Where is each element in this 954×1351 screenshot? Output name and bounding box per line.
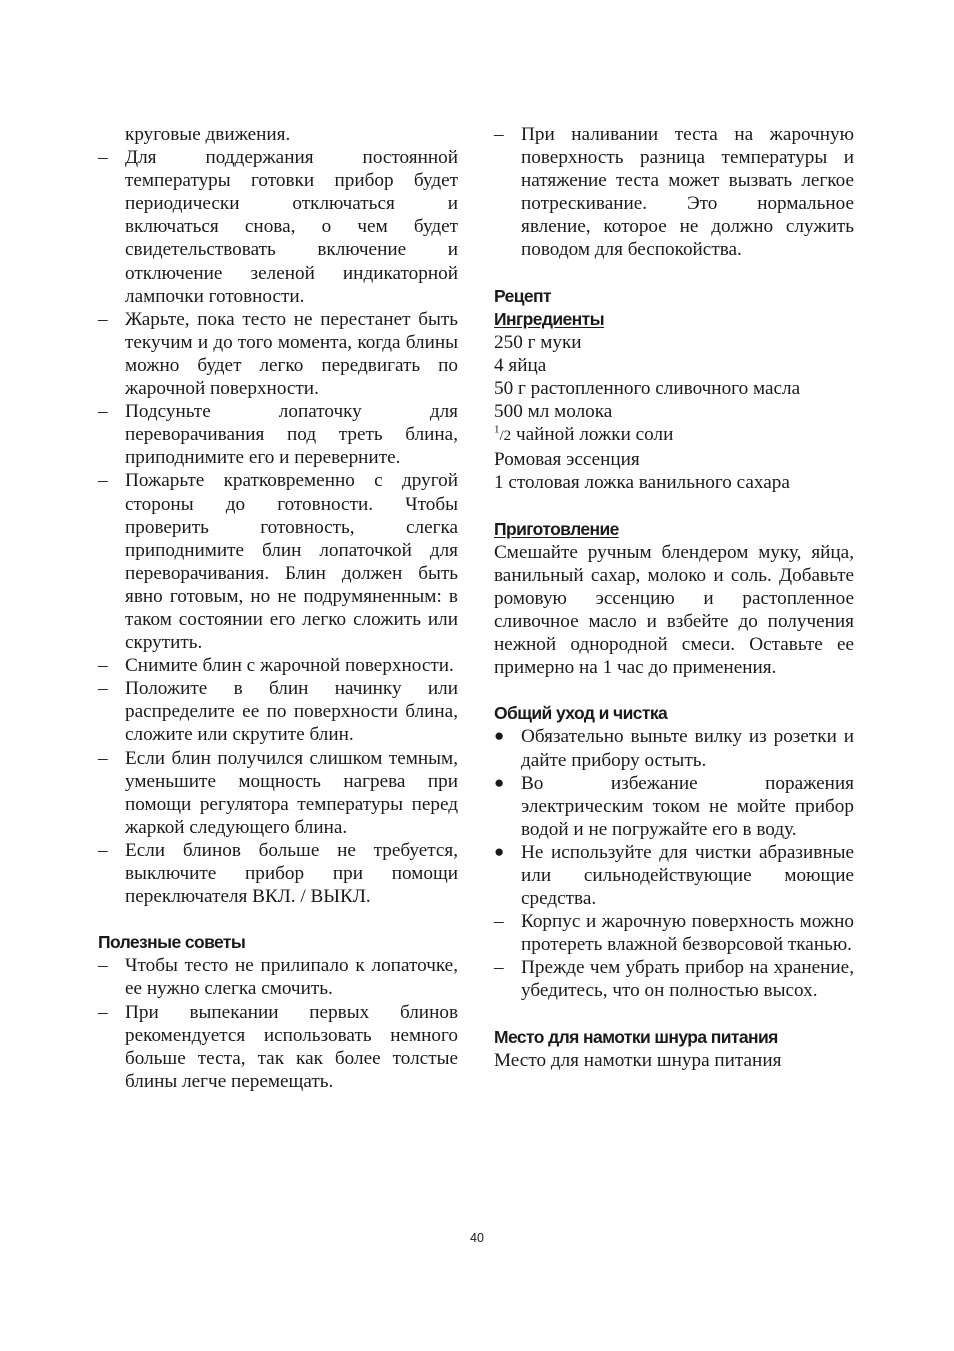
- left-column: [98, 123, 458, 1093]
- right-column: [494, 123, 854, 1072]
- tips-heading: Полезные советы: [98, 932, 246, 953]
- dash-bullet: [98, 677, 122, 700]
- care-bullet-item: ● Обязательно выньте вилку из розетки и дайте прибору остыть.: [494, 725, 854, 771]
- ingredient-line: 4 яйца: [494, 354, 547, 376]
- dash-bullet: [98, 146, 122, 169]
- dash-bullet: [98, 308, 122, 331]
- bullet-dot-icon: [494, 725, 518, 748]
- ingredient-line: 1 столовая ложка ванильного сахара: [494, 472, 790, 494]
- ingredient-line: 250 г муки: [494, 331, 582, 353]
- ingredient-line-salt: $^1$/2 чайной ложки соли: [494, 423, 674, 446]
- bullet-dot-icon: [494, 841, 518, 864]
- dash-bullet: [494, 956, 518, 979]
- care-heading: Общий уход и чистка: [494, 703, 668, 724]
- tip-item: – При выпекании первых блинов рекомендуется использовать немного больше теста, так как более толстые блины легче перемещать.: [98, 1001, 458, 1093]
- step-item: – Пожарьте кратковременно с другой стороны до готовности. Чтобы проверить готовность, слегка приподнимите блин лопаточкой для переворачивания. Блин должен быть явно готовым, но не подрумяненным: в таком состоянии его легко сложить или скрутить.: [98, 469, 458, 654]
- dash-bullet: [98, 954, 122, 977]
- page-number: 40: [470, 1231, 484, 1245]
- care-bullet-item: ● Во избежание поражения электрическим током не мойте прибор водой и не погружайте его в воду.: [494, 772, 854, 841]
- note-item: – При наливании теста на жарочную поверхность разница температуры и натяжение теста может вызвать легкое потрескивание. Это нормальное явление, которое не должно служить поводом для беспокойства.: [494, 123, 854, 262]
- cord-text: Место для намотки шнура питания: [494, 1049, 782, 1071]
- step-item: – Для поддержания постоянной температуры готовки прибор будет периодически отключаться и включаться снова, о чем будет свидетельствовать включение и отключение зеленой индикаторной лампочки готовности.: [98, 146, 458, 308]
- cord-heading: Место для намотки шнура питания: [494, 1026, 778, 1047]
- dash-bullet: [98, 469, 122, 492]
- dash-bullet: [98, 839, 122, 862]
- step-item: – Если блин получился слишком темным, уменьшите мощность нагрева при помощи регулятора температуры перед жаркой следующего блина.: [98, 747, 458, 839]
- recipe-heading: Рецепт: [494, 285, 552, 306]
- step-item: – Подсуньте лопаточку для переворачивания под треть блина, приподнимите его и переверните.: [98, 400, 458, 469]
- step-item: – Если блинов больше не требуется, выключите прибор при помощи переключателя ВКЛ. / ВЫКЛ.: [98, 839, 458, 908]
- tip-item: – Чтобы тесто не прилипало к лопаточке, ее нужно слегка смочить.: [98, 954, 458, 1000]
- bullet-dot-icon: [494, 772, 518, 795]
- step-item: – Снимите блин с жарочной поверхности.: [98, 654, 458, 677]
- ingredient-line: 50 г растопленного сливочного масла: [494, 378, 801, 400]
- care-bullet-item: ● Не используйте для чистки абразивные или сильнодействующие моющие средства.: [494, 841, 854, 910]
- ingredients-heading: Ингредиенты: [494, 308, 604, 329]
- ingredient-line: Ромовая эссенция: [494, 449, 640, 471]
- ingredient-line: 500 мл молока: [494, 401, 613, 423]
- dash-bullet: [98, 1001, 122, 1024]
- dash-bullet: [98, 400, 122, 423]
- care-dash-item: – Прежде чем убрать прибор на хранение, убедитесь, что он полностью высох.: [494, 956, 854, 1002]
- fraction-numerator: 1: [494, 423, 500, 436]
- step-item: – Жарьте, пока тесто не перестанет быть текучим и до того момента, когда блины можно будет легко передвигать по жарочной поверхности.: [98, 308, 458, 400]
- preparation-text: Смешайте ручным блендером муку, яйца, ванильный сахар, молоко и соль. Добавьте ромовую эссенцию и растопленное сливочное масло и взбейте до получения нежной однородной смеси. Оставьте ее примерно на 1 час до применения.: [494, 541, 854, 679]
- step-item: – Положите в блин начинку или распределите ее по поверхности блина, сложите или скрутите блин.: [98, 677, 458, 746]
- dash-bullet: [494, 123, 518, 146]
- intro-fragment: круговые движения.: [125, 124, 291, 145]
- dash-bullet: [98, 747, 122, 770]
- preparation-heading: Приготовление: [494, 518, 619, 539]
- care-dash-item: – Корпус и жарочную поверхность можно протереть влажной безворсовой тканью.: [494, 910, 854, 956]
- fraction-denominator: 2: [503, 428, 512, 445]
- dash-bullet: [494, 910, 518, 933]
- dash-bullet: [98, 654, 122, 677]
